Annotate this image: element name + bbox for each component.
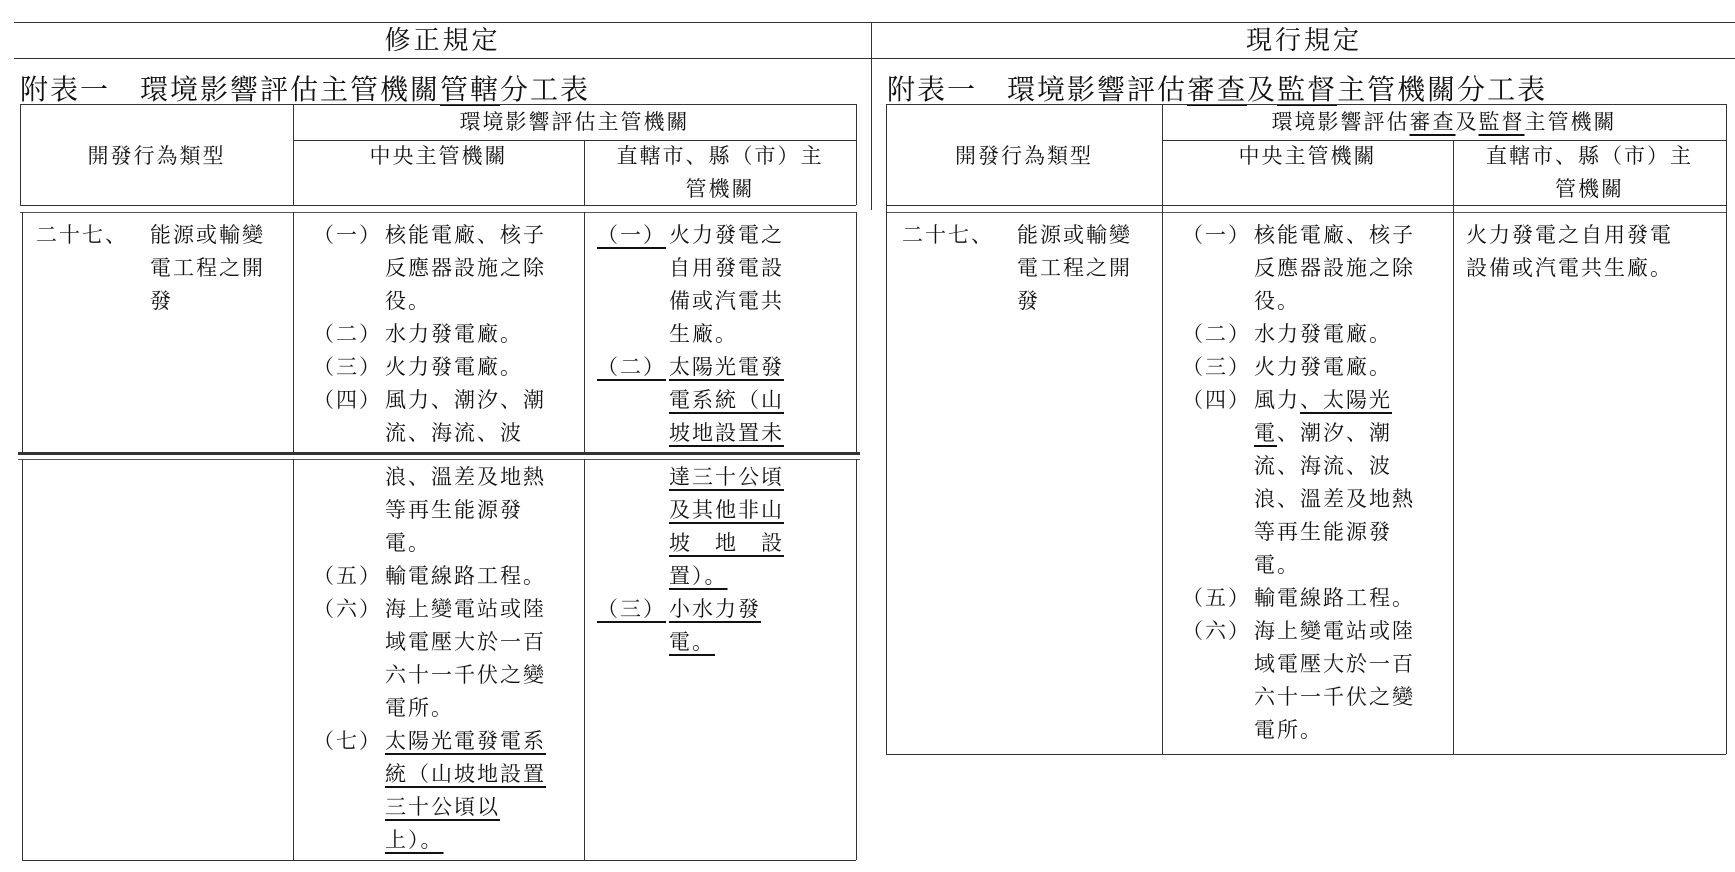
right-local-text: 火力發電之自用發電 設備或汽電共生廠。 xyxy=(1466,223,1673,280)
left-column-header: 修正規定 xyxy=(384,26,501,56)
right-row-label: 能源或輸變 電工程之開 發 xyxy=(1017,223,1132,313)
left-col-central-header: 中央主管機關 xyxy=(369,144,508,168)
right-column-header: 現行規定 xyxy=(1245,26,1362,56)
right-central-item-5: （五） 輸電線路工程。 xyxy=(1182,586,1415,610)
left-local-item-2: （二） 太陽光電發 電系統（山 坡地設置未 xyxy=(597,355,784,445)
left-central-list-continued xyxy=(313,461,575,857)
left-central-item-6: （六） 海上變電站或陸 域電壓大於一百 六十一千伏之變 電所。 xyxy=(313,597,546,720)
left-central-item-1: （一） 核能電廠、核子 反應器設施之除 役。 xyxy=(313,223,546,313)
right-col-group-header: 環境影響評估審查及監督主管機關 xyxy=(1271,110,1617,134)
left-central-item-2: （二） 水力發電廠。 xyxy=(313,322,523,346)
right-central-item-6: （六） 海上變電站或陸 域電壓大於一百 六十一千伏之變 電所。 xyxy=(1182,619,1415,742)
left-col-local-header: 直轄市、縣（市）主 管機關 xyxy=(616,144,824,201)
right-col-local-header: 直轄市、縣（市）主 管機關 xyxy=(1486,144,1693,201)
left-central-item-3: （三） 火力發電廠。 xyxy=(313,355,523,379)
left-row-label: 能源或輸變 電工程之開 發 xyxy=(150,223,265,313)
right-central-item-2: （二） 水力發電廠。 xyxy=(1182,322,1392,346)
right-row-number: 二十七、 xyxy=(902,223,994,247)
left-table-title: 附表一 環境影響評估主管機關管轄分工表 xyxy=(20,73,591,106)
left-local-item-1: （一） 火力發電之 自用發電設 備或汽電共 生廠。 xyxy=(597,223,784,346)
left-central-list xyxy=(313,219,575,450)
right-central-item-3: （三） 火力發電廠。 xyxy=(1182,355,1392,379)
left-local-item-2-cont: 達三十公頃 及其他非山 坡 地 設 置）。 xyxy=(669,465,784,588)
left-row-number: 二十七、 xyxy=(36,223,128,247)
right-col-type-header: 開發行為類型 xyxy=(955,144,1093,168)
right-central-list xyxy=(1182,219,1444,747)
left-col-group-header: 環境影響評估主管機關 xyxy=(459,110,690,134)
right-central-item-1: （一） 核能電廠、核子 反應器設施之除 役。 xyxy=(1182,223,1415,313)
left-central-item-7: （七） 太陽光電發電系 統（山坡地設置 三十公頃以 上）。 xyxy=(313,729,546,852)
left-central-item-5: （五） 輸電線路工程。 xyxy=(313,564,546,588)
left-local-list-continued xyxy=(597,461,844,659)
left-central-item-4-cont: 浪、溫差及地熱 等再生能源發 電。 xyxy=(385,465,546,555)
right-table-title: 附表一 環境影響評估審查及監督主管機關分工表 xyxy=(887,73,1548,106)
left-col-type-header: 開發行為類型 xyxy=(87,144,226,168)
right-col-central-header: 中央主管機關 xyxy=(1238,144,1377,168)
right-central-item-4: （四） 風力、太陽光 電、潮汐、潮 流、海流、波 浪、溫差及地熱 等再生能源發 電。 xyxy=(1182,388,1415,577)
left-local-list xyxy=(597,219,844,450)
left-local-item-3: （三） 小水力發 電。 xyxy=(597,597,761,654)
left-central-item-4: （四） 風力、潮汐、潮 流、海流、波 xyxy=(313,388,546,445)
